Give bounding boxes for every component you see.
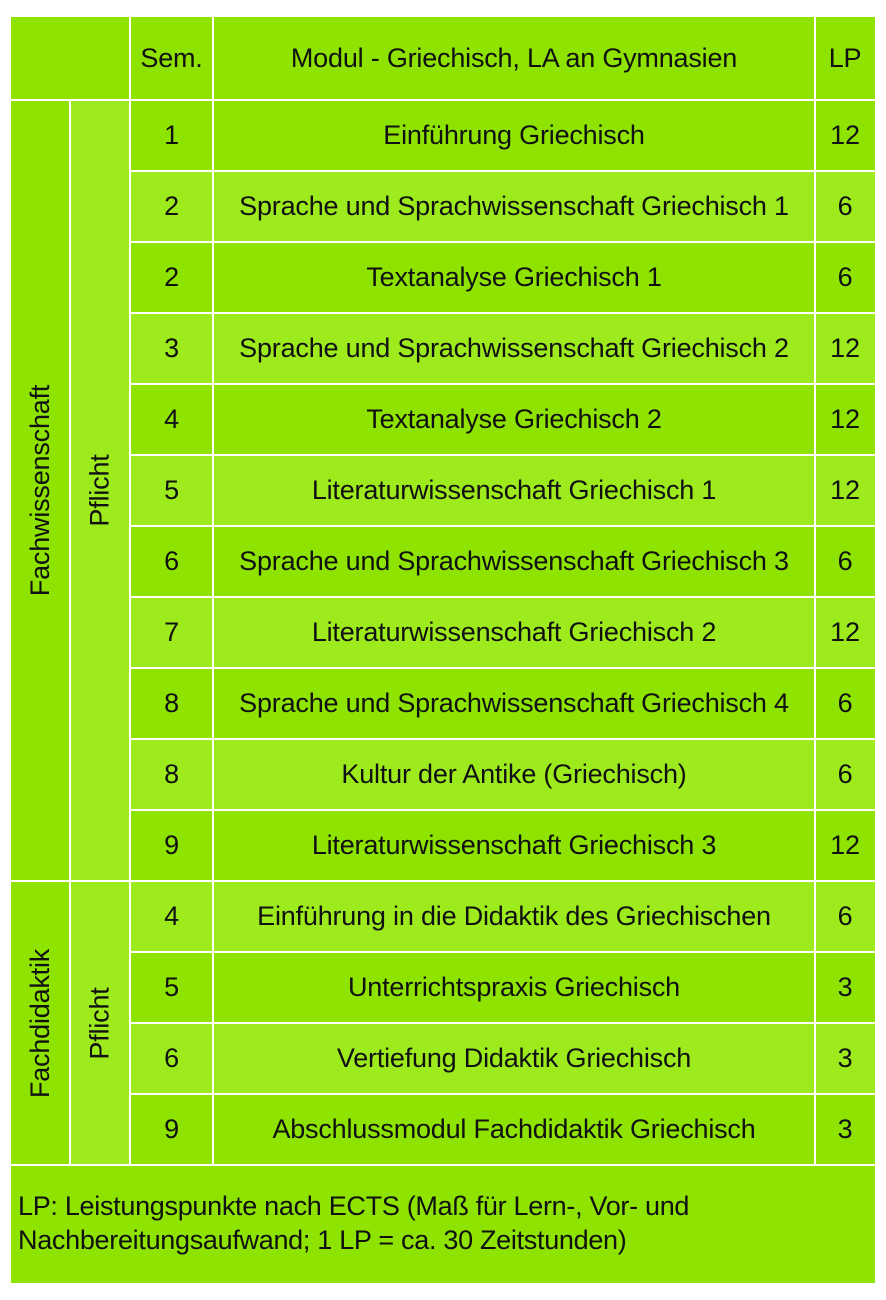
module-cell	[213, 952, 815, 1023]
grid-line	[130, 241, 875, 243]
semester-value: 6	[164, 1043, 179, 1073]
module-cell	[213, 739, 815, 810]
grid-line	[130, 170, 875, 172]
module-cell	[213, 668, 815, 739]
points-cell	[815, 242, 875, 313]
semester-cell	[130, 597, 213, 668]
semester-value: 7	[164, 617, 179, 647]
subgroup-fachdidaktik-pflicht	[70, 881, 130, 1165]
semester-cell	[130, 171, 213, 242]
semester-value: 5	[164, 475, 179, 505]
points-cell	[815, 171, 875, 242]
grid-line	[11, 99, 875, 101]
module-cell	[213, 526, 815, 597]
module-name: Sprache und Sprachwissenschaft Griechisch 4	[239, 688, 789, 718]
grid-line	[69, 100, 71, 1165]
module-cell	[213, 384, 815, 455]
footnote-line-1: LP: Leistungspunkte nach ECTS (Maß für Lern-, Vor- und	[18, 1191, 690, 1221]
module-cell	[213, 1094, 815, 1165]
semester-value: 6	[164, 546, 179, 576]
points-cell	[815, 739, 875, 810]
points-value: 3	[837, 1043, 853, 1073]
semester-value: 2	[164, 262, 179, 292]
module-cell	[213, 881, 815, 952]
points-cell	[815, 455, 875, 526]
module-name: Sprache und Sprachwissenschaft Griechisch 1	[239, 191, 789, 221]
points-cell	[815, 100, 875, 171]
module-cell	[213, 455, 815, 526]
module-name: Sprache und Sprachwissenschaft Griechisch 3	[239, 546, 789, 576]
header-points	[815, 17, 875, 100]
grid-line	[11, 880, 875, 882]
module-cell	[213, 100, 815, 171]
footnote	[18, 1189, 858, 1257]
module-name: Literaturwissenschaft Griechisch 2	[311, 617, 717, 647]
subgroup-fachdidaktik-pflicht-label: Pflicht	[84, 986, 115, 1060]
module-name: Literaturwissenschaft Griechisch 3	[311, 830, 717, 860]
semester-cell	[130, 526, 213, 597]
semester-value: 5	[164, 972, 179, 1002]
points-cell	[815, 384, 875, 455]
module-table	[11, 17, 875, 1283]
points-cell	[815, 952, 875, 1023]
grid-line	[212, 17, 214, 1165]
semester-value: 8	[164, 688, 179, 718]
semester-cell	[130, 668, 213, 739]
module-cell	[213, 597, 815, 668]
module-cell	[213, 1023, 815, 1094]
grid-line	[130, 1022, 875, 1024]
points-value: 3	[837, 1114, 853, 1144]
subgroup-fachwissenschaft-pflicht-label: Pflicht	[84, 454, 115, 527]
grid-line	[129, 17, 131, 1165]
points-cell	[815, 1094, 875, 1165]
points-value: 6	[837, 901, 853, 931]
module-name: Vertiefung Didaktik Griechisch	[336, 1043, 692, 1073]
header-module-label: Modul - Griechisch, LA an Gymnasien	[290, 43, 738, 73]
group-fachwissenschaft-label: Fachwissenschaft	[25, 384, 56, 597]
module-name: Einführung in die Didaktik des Griechischen	[257, 901, 771, 931]
module-cell	[213, 171, 815, 242]
points-cell	[815, 810, 875, 881]
module-name: Unterrichtspraxis Griechisch	[348, 972, 680, 1002]
semester-value: 9	[164, 830, 179, 860]
grid-line	[11, 1164, 875, 1166]
points-value: 6	[837, 759, 853, 789]
grid-line	[130, 596, 875, 598]
semester-cell	[130, 313, 213, 384]
group-fachwissenschaft	[11, 100, 70, 881]
points-value: 12	[830, 404, 860, 434]
header-module	[213, 17, 815, 100]
points-cell	[815, 668, 875, 739]
points-value: 12	[830, 475, 860, 505]
semester-cell	[130, 881, 213, 952]
points-cell	[815, 526, 875, 597]
grid-line	[130, 454, 875, 456]
points-value: 12	[830, 120, 860, 150]
module-name: Einführung Griechisch	[383, 120, 645, 150]
module-cell	[213, 313, 815, 384]
points-cell	[815, 881, 875, 952]
grid-line	[130, 809, 875, 811]
header-points-label: LP	[828, 43, 862, 73]
semester-cell	[130, 1023, 213, 1094]
points-value: 12	[830, 617, 860, 647]
footnote-line-2: Nachbereitungsaufwand; 1 LP = ca. 30 Zeitstunden)	[18, 1225, 627, 1255]
points-value: 6	[837, 546, 853, 576]
grid-line	[130, 1093, 875, 1095]
semester-value: 1	[164, 120, 179, 150]
semester-cell	[130, 384, 213, 455]
module-name: Kultur der Antike (Griechisch)	[341, 759, 687, 789]
semester-cell	[130, 455, 213, 526]
module-name: Abschlussmodul Fachdidaktik Griechisch	[272, 1114, 756, 1144]
semester-cell	[130, 739, 213, 810]
semester-value: 8	[164, 759, 179, 789]
grid-line	[130, 667, 875, 669]
points-value: 6	[837, 688, 853, 718]
semester-value: 3	[164, 333, 179, 363]
grid-line	[130, 738, 875, 740]
points-cell	[815, 1023, 875, 1094]
points-value: 12	[830, 333, 860, 363]
module-name: Textanalyse Griechisch 2	[366, 404, 662, 434]
grid-line	[130, 951, 875, 953]
grid-line	[130, 312, 875, 314]
semester-value: 4	[164, 901, 179, 931]
group-fachdidaktik	[11, 881, 70, 1165]
grid-line	[130, 525, 875, 527]
points-value: 12	[830, 830, 860, 860]
points-value: 6	[837, 191, 853, 221]
semester-cell	[130, 100, 213, 171]
semester-value: 9	[164, 1114, 179, 1144]
module-name: Sprache und Sprachwissenschaft Griechisch 2	[239, 333, 789, 363]
grid-line	[130, 383, 875, 385]
group-fachdidaktik-label: Fachdidaktik	[25, 948, 56, 1098]
semester-value: 4	[164, 404, 179, 434]
points-cell	[815, 597, 875, 668]
subgroup-fachwissenschaft-pflicht	[70, 100, 130, 881]
grid-line	[814, 17, 816, 1165]
module-name: Textanalyse Griechisch 1	[366, 262, 662, 292]
points-cell	[815, 313, 875, 384]
semester-cell	[130, 1094, 213, 1165]
semester-cell	[130, 242, 213, 313]
header-corner-cell	[11, 17, 130, 100]
semester-value: 2	[164, 191, 179, 221]
semester-cell	[130, 810, 213, 881]
points-value: 3	[837, 972, 853, 1002]
points-value: 6	[837, 262, 853, 292]
semester-cell	[130, 952, 213, 1023]
header-semester	[130, 17, 213, 100]
module-name: Literaturwissenschaft Griechisch 1	[311, 475, 717, 505]
module-cell	[213, 810, 815, 881]
module-cell	[213, 242, 815, 313]
header-semester-label: Sem.	[140, 43, 203, 73]
